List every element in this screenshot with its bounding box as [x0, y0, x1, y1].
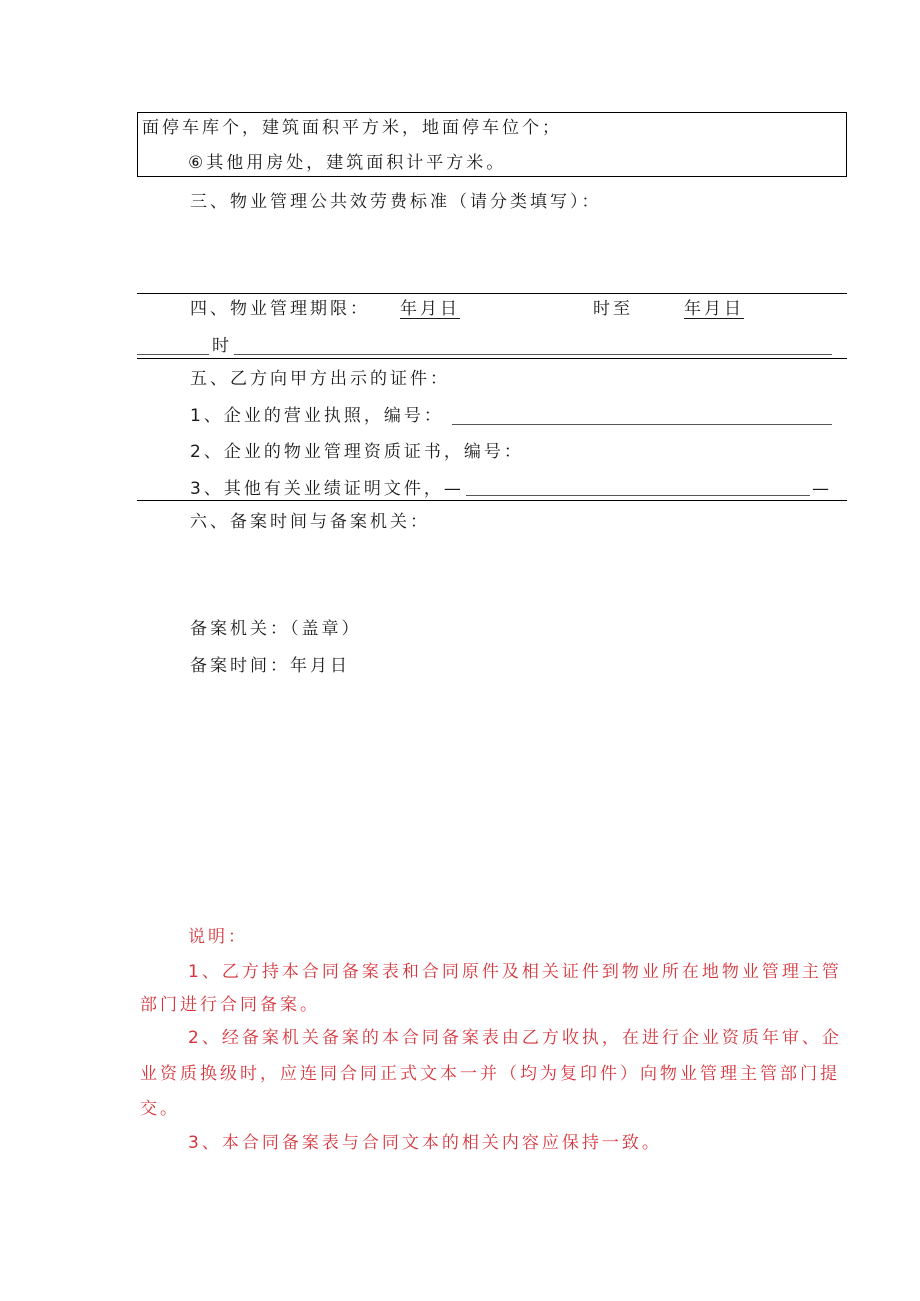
table-row-parking: 面停车库个，建筑面积平方米，地面停车位个； [142, 118, 562, 138]
note-2-line-3: 交。 [140, 1099, 180, 1119]
table-bottom-border [137, 176, 847, 177]
section4-middle: 时至 [593, 299, 633, 319]
other-docs-line [466, 495, 810, 496]
section4-label: 四、物业管理期限： [190, 299, 370, 319]
section4-line-right [234, 354, 832, 355]
section6-title: 六、备案时间与备案机关： [190, 512, 430, 532]
note-2-line-1: 2、经备案机关备案的本合同备案表由乙方收执，在进行企业资质年审、企 [188, 1028, 842, 1048]
table-left-border [137, 112, 138, 176]
note-3-line-1: 3、本合同备案表与合同文本的相关内容应保持一致。 [188, 1133, 662, 1153]
note-2-line-2: 业资质换级时，应连同合同正式文本一并（均为复印件）向物业管理主管部门提 [140, 1064, 840, 1084]
section4-date-end: 年月日 [684, 299, 744, 319]
section4-end: 时 [212, 336, 232, 356]
table-row-other-rooms: ⑥其他用房处，建筑面积计平方米。 [188, 153, 507, 173]
section4-line-left [137, 354, 209, 355]
note-1-line-1: 1、乙方持本合同备案表和合同原件及相关证件到物业所在地物业管理主管 [188, 962, 842, 982]
notes-heading: 说明： [188, 927, 248, 947]
section4-date-start: 年月日 [400, 299, 460, 319]
section5-item-other-docs-tail: — [812, 479, 832, 499]
section5-bottom-border [137, 500, 847, 501]
section5-title: 五、乙方向甲方出示的证件： [190, 369, 450, 389]
table-right-border [846, 112, 847, 176]
table-top-border [137, 112, 847, 113]
note-1-line-2: 部门进行合同备案。 [140, 995, 320, 1015]
license-number-line [452, 424, 832, 425]
filing-authority: 备案机关：（盖章） [190, 619, 362, 639]
section5-item-other-docs: 3、其他有关业绩证明文件，— [190, 479, 464, 499]
section5-item-qualification: 2、企业的物业管理资质证书，编号： [190, 442, 524, 462]
section4-top-border [137, 293, 847, 294]
section4-bottom-border [137, 358, 847, 359]
section3-title: 三、物业管理公共效劳费标准（请分类填写）： [190, 192, 602, 212]
filing-time: 备案时间：年月日 [190, 656, 350, 676]
section5-item-business-license: 1、企业的营业执照，编号： [190, 406, 444, 426]
